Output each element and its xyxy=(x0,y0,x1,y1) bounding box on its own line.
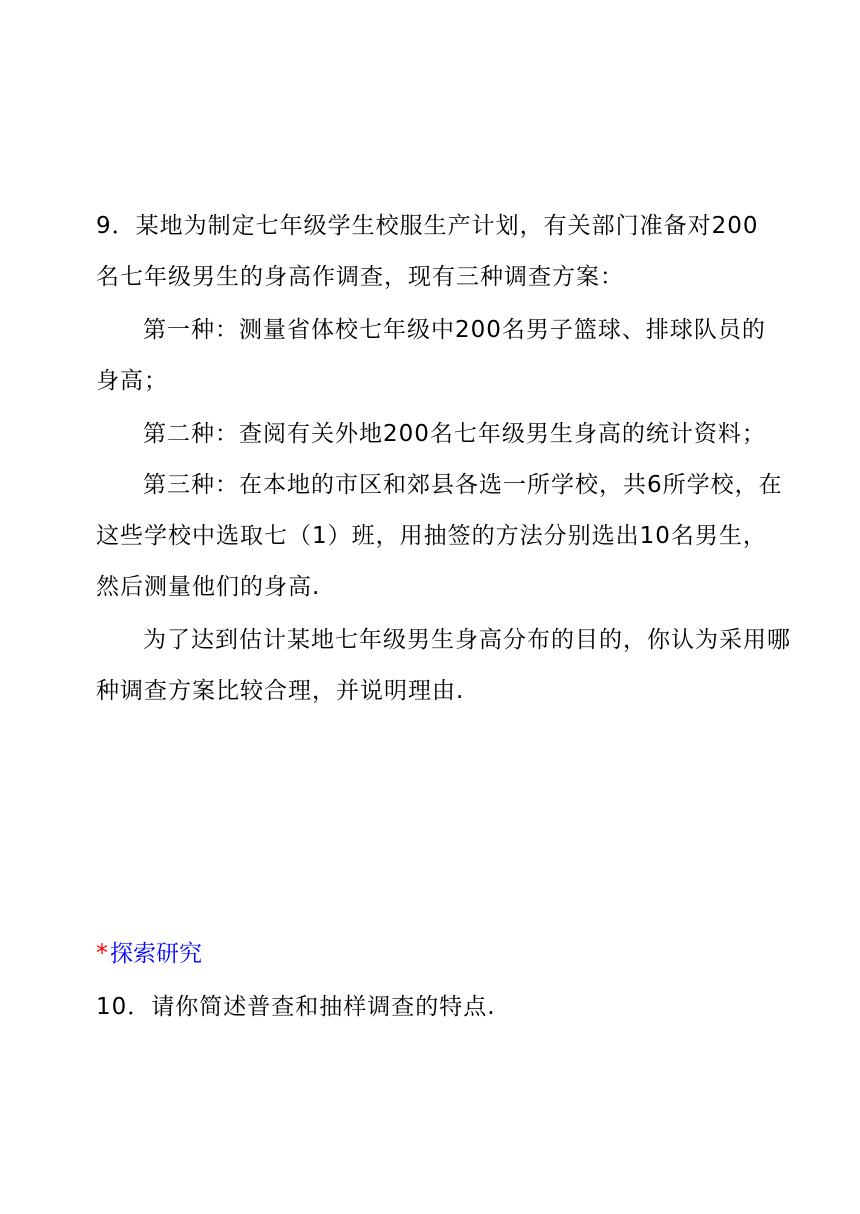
question-9-stem-text: 某地为制定七年级学生校服生产计划，有关部门准备对200 xyxy=(135,213,759,239)
section-heading xyxy=(96,938,202,969)
question-10-number: 10． xyxy=(96,994,152,1020)
option-1-line-2: 身高； xyxy=(96,368,168,394)
section-title: 探索研究 xyxy=(110,941,202,967)
question-9-number: 9． xyxy=(96,213,136,239)
prompt-line-2: 种调查方案比较合理，并说明理由. xyxy=(96,678,465,704)
option-3-line-3: 然后测量他们的身高. xyxy=(96,574,321,600)
question-10 xyxy=(96,992,496,1022)
option-3-line-2: 这些学校中选取七（1）班，用抽签的方法分别选出10名男生， xyxy=(96,523,767,549)
option-3-line-1: 第三种：在本地的市区和郊县各选一所学校，共6所学校，在 xyxy=(143,472,783,498)
option-1-line-1: 第一种：测量省体校七年级中200名男子篮球、排球队员的 xyxy=(143,317,766,343)
question-10-text: 请你简述普查和抽样调查的特点. xyxy=(151,994,496,1020)
prompt-line-1: 为了达到估计某地七年级男生身高分布的目的，你认为采用哪 xyxy=(143,627,791,653)
star-icon: * xyxy=(96,939,108,967)
question-9-line-2: 名七年级男生的身高作调查，现有三种调查方案： xyxy=(96,264,624,290)
option-2-line-1: 第二种：查阅有关外地200名七年级男生身高的统计资料； xyxy=(143,421,766,447)
question-9-line-1 xyxy=(96,211,759,241)
